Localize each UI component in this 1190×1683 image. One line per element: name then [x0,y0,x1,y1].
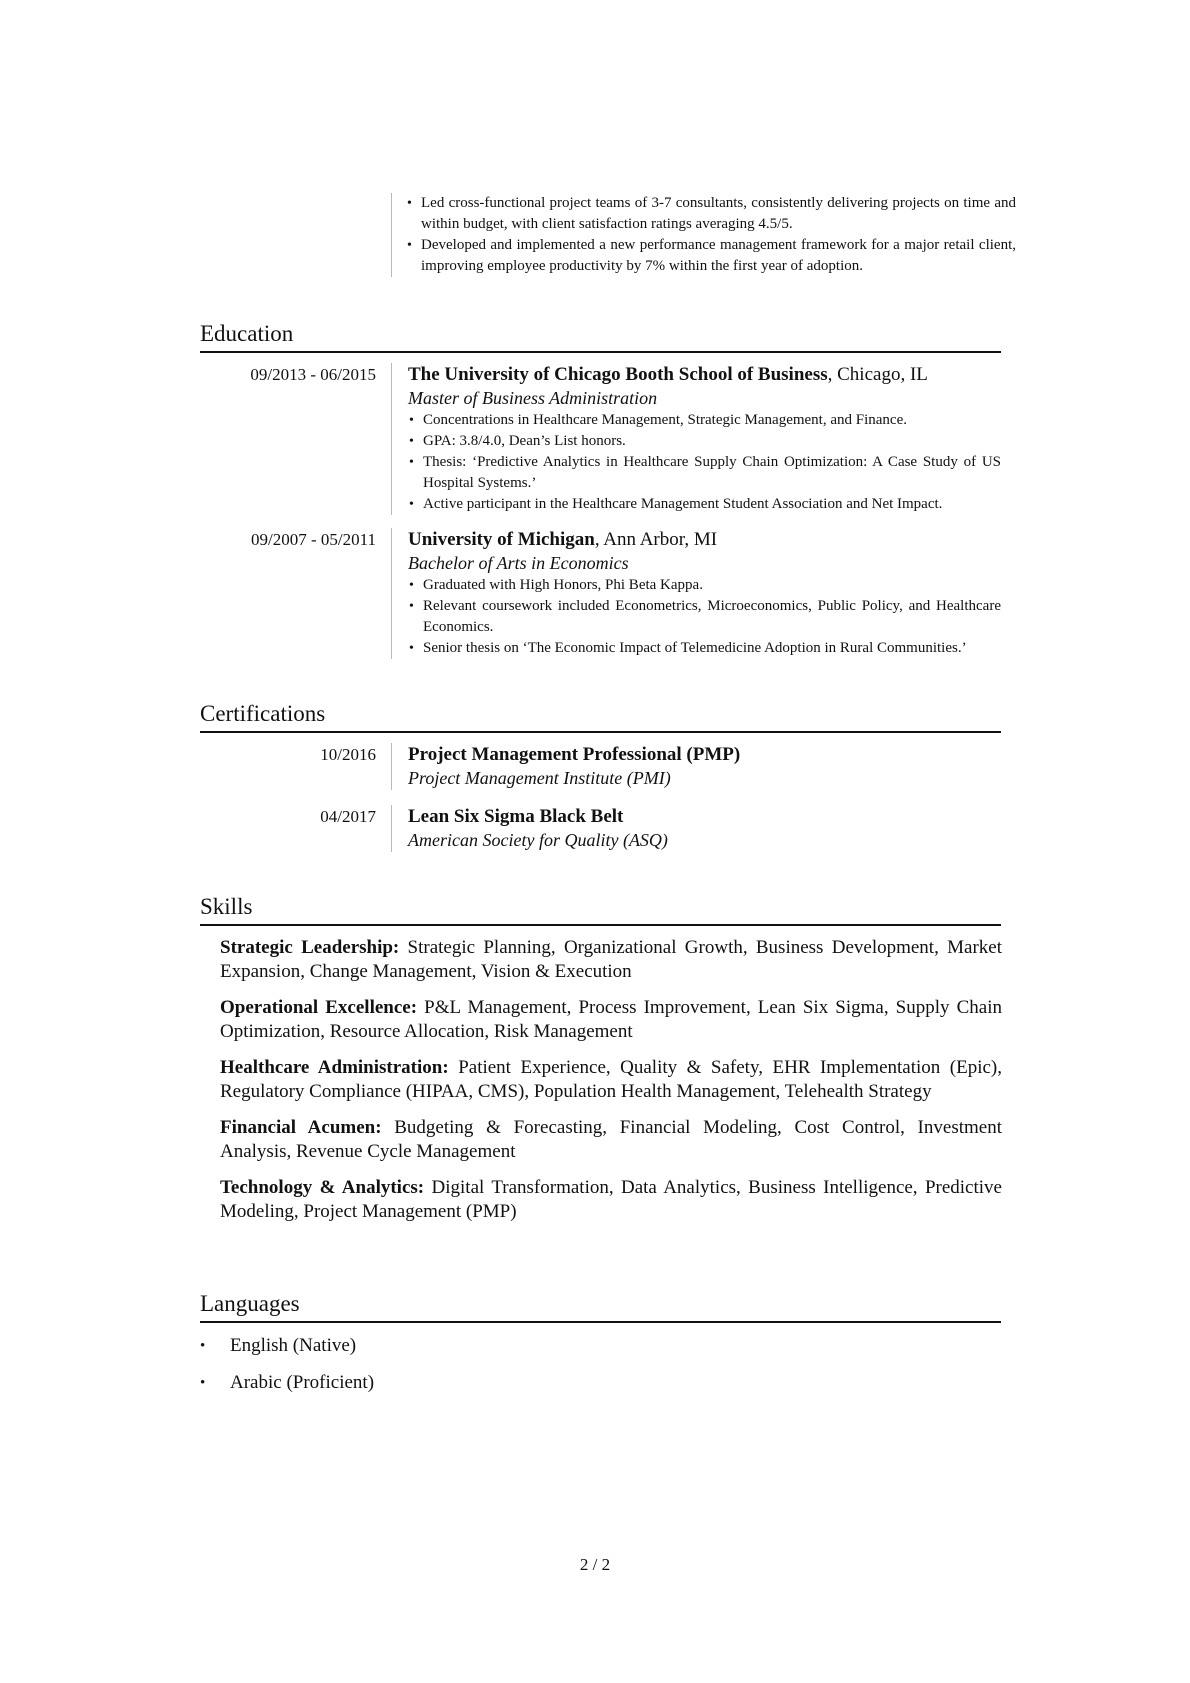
experience-bullet: • Developed and implemented a new performance management framework for a major retail client, improving employee productivity by 7% within the first year of adoption. [406,235,1016,277]
education-bullet: • Senior thesis on ‘The Economic Impact of Telemedicine Adoption in Rural Communities.’ [408,638,1001,659]
skill-value: Strategic Planning, Organizational Growth, Business Development, Market Expansion, Change Management, Vision & Execution [220,937,1002,982]
education-heading-line [408,363,1001,387]
certification-name: Project Management Professional (PMP) [408,744,741,765]
skill-value: Patient Experience, Quality & Safety, EHR Implementation (Epic), Regulatory Compliance (HIPAA, CMS), Population Health Management, Telehealth Strategy [220,1057,1002,1102]
certification-issuer: Project Management Institute (PMI) [408,768,671,788]
languages-rule [200,1321,1001,1323]
languages-list [200,1334,1001,1408]
certification-name-line [408,743,1001,767]
education-bullet-list [408,410,1001,515]
education-entry [200,363,1001,515]
certification-date: 04/2017 [320,807,376,826]
institution-name: The University of Chicago Booth School of Business [408,364,828,385]
skill-value: P&L Management, Process Improvement, Lean Six Sigma, Supply Chain Optimization, Resource Allocation, Risk Management [220,997,1002,1042]
experience-bullet: • Led cross-functional project teams of 3-7 consultants, consistently delivering projects on time and within budget, with client satisfaction ratings averaging 4.5/5. [406,193,1016,235]
certifications-heading: Certifications [200,701,326,726]
languages-heading: Languages [200,1291,300,1316]
certification-body [391,805,1001,852]
certification-body [391,743,1001,790]
education-heading: Education [200,321,294,346]
education-rule [200,351,1001,353]
skill-value: Budgeting & Forecasting, Financial Modeling, Cost Control, Investment Analysis, Revenue Cycle Management [220,1117,1002,1162]
skills-rule [200,924,1001,926]
skill-label: Technology & Analytics: [220,1177,425,1198]
education-bullet: • GPA: 3.8/4.0, Dean’s List honors. [408,431,1001,452]
skill-item [220,1056,1002,1103]
education-entry [200,528,1001,659]
certifications-rule [200,731,1001,733]
education-date: 09/2007 - 05/2011 [251,530,376,549]
skill-item [220,996,1002,1043]
language-item: • Arabic (Proficient) [200,1371,1001,1395]
skill-item [220,936,1002,983]
skill-label: Strategic Leadership: [220,937,400,958]
certification-name: Lean Six Sigma Black Belt [408,806,624,827]
experience-continued [391,193,1016,277]
education-body [391,363,1001,515]
skill-label: Healthcare Administration: [220,1057,449,1078]
skill-label: Financial Acumen: [220,1117,382,1138]
degree-name: Master of Business Administration [408,388,658,408]
skills-list [220,936,1002,1236]
skill-label: Operational Excellence: [220,997,418,1018]
education-bullet: • Relevant coursework included Econometrics, Microeconomics, Public Policy, and Healthcare Economics. [408,596,1001,638]
certification-date: 10/2016 [320,745,376,764]
education-date: 09/2013 - 06/2015 [250,365,376,384]
education-bullet: • Graduated with High Honors, Phi Beta Kappa. [408,575,1001,596]
certification-issuer: American Society for Quality (ASQ) [408,830,668,850]
degree-name: Bachelor of Arts in Economics [408,553,629,573]
page-number: 2 / 2 [579,1555,611,1574]
experience-bullet-list [406,193,1016,277]
certification-entry [200,743,1001,790]
education-bullet: • Thesis: ‘Predictive Analytics in Healthcare Supply Chain Optimization: A Case Study of US Hospital Systems.’ [408,452,1001,494]
language-item: • English (Native) [200,1334,1001,1358]
skill-item [220,1176,1002,1223]
certification-entry [200,805,1001,852]
education-heading-line [408,528,1001,552]
education-bullet: • Active participant in the Healthcare Management Student Association and Net Impact. [408,494,1001,515]
skills-heading: Skills [200,894,253,919]
education-body [391,528,1001,659]
skill-item [220,1116,1002,1163]
skill-value: Digital Transformation, Data Analytics, Business Intelligence, Predictive Modeling, Project Management (PMP) [220,1177,1002,1222]
education-bullet: • Concentrations in Healthcare Management, Strategic Management, and Finance. [408,410,1001,431]
certification-name-line [408,805,1001,829]
institution-location: , Ann Arbor, MI [594,529,718,550]
institution-name: University of Michigan [408,529,595,550]
education-bullet-list [408,575,1001,659]
institution-location: , Chicago, IL [827,364,928,385]
